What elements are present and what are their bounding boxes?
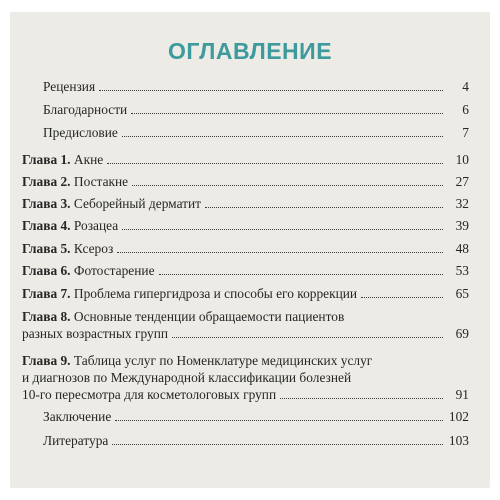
- dot-leader: [132, 185, 443, 186]
- chapter-number: Глава 5.: [22, 241, 71, 256]
- dot-leader: [172, 337, 443, 338]
- dot-leader: [122, 229, 443, 230]
- entry-title: Акне: [73, 152, 104, 167]
- dot-leader: [205, 207, 443, 208]
- chapter-number: Глава 2.: [22, 174, 71, 189]
- dot-leader: [112, 444, 443, 445]
- page-number: 53: [455, 263, 469, 278]
- entry-title: Таблица услуг по Номенклатуре медицинских услуг: [73, 353, 373, 368]
- book-page: [10, 12, 490, 488]
- page-number: 10: [455, 152, 469, 167]
- page-number: 91: [455, 387, 469, 402]
- toc-entry: [22, 173, 469, 190]
- entry-title: Фотостарение: [73, 263, 155, 278]
- dot-leader: [159, 274, 443, 275]
- page-number: 4: [462, 79, 469, 94]
- chapter-number: Глава 9.: [22, 353, 71, 368]
- toc-list: [10, 12, 490, 488]
- entry-title-continued: и диагнозов по Международной классификации болезней: [22, 370, 352, 385]
- entry-title: Ксероз: [73, 241, 114, 256]
- toc-entry: [43, 408, 469, 425]
- toc-entry: [22, 240, 469, 257]
- toc-entry: [43, 124, 469, 141]
- chapter-number: Глава 1.: [22, 152, 71, 167]
- toc-entry: [22, 151, 469, 168]
- entry-title: Предисловие: [43, 125, 118, 140]
- page-number: 102: [448, 409, 469, 424]
- page-number: 103: [448, 433, 469, 448]
- page-number: 65: [455, 286, 469, 301]
- toc-entry: [22, 195, 469, 212]
- entry-title: Благодарности: [43, 102, 128, 117]
- dot-leader: [361, 297, 443, 298]
- page-number: 39: [455, 218, 469, 233]
- page-number: 32: [455, 196, 469, 211]
- entry-title: Рецензия: [43, 79, 96, 94]
- entry-title: Литература: [43, 433, 109, 448]
- entry-title: Основные тенденции обращаемости пациентов: [73, 309, 345, 324]
- dot-leader: [122, 136, 443, 137]
- dot-leader: [131, 113, 443, 114]
- entry-title: Проблема гипергидроза и способы его коррекции: [73, 286, 358, 301]
- entry-title-continued: разных возрастных групп: [22, 326, 169, 341]
- dot-leader: [117, 252, 443, 253]
- dot-leader: [99, 90, 443, 91]
- dot-leader: [280, 398, 443, 399]
- page-number: 7: [462, 125, 469, 140]
- toc-entry: [22, 262, 469, 279]
- toc-title: ОГЛАВЛЕНИЕ: [167, 38, 333, 64]
- dot-leader: [115, 420, 443, 421]
- toc-entry: [22, 217, 469, 234]
- chapter-number: Глава 3.: [22, 196, 71, 211]
- toc-entry: [43, 78, 469, 95]
- toc-entry: [22, 352, 469, 403]
- entry-title: Заключение: [43, 409, 112, 424]
- toc-entry: [43, 101, 469, 118]
- toc-entry: [22, 308, 469, 342]
- entry-title: Розацеа: [73, 218, 119, 233]
- page-number: 69: [455, 326, 469, 341]
- entry-title: Себорейный дерматит: [73, 196, 202, 211]
- chapter-number: Глава 4.: [22, 218, 71, 233]
- chapter-number: Глава 8.: [22, 309, 71, 324]
- dot-leader: [107, 163, 443, 164]
- entry-title: Постакне: [73, 174, 129, 189]
- page-number: 48: [455, 241, 469, 256]
- chapter-number: Глава 7.: [22, 286, 71, 301]
- toc-entry: [43, 432, 469, 449]
- toc-entry: [22, 285, 469, 302]
- page-number: 6: [462, 102, 469, 117]
- chapter-number: Глава 6.: [22, 263, 71, 278]
- entry-title-continued: 10-го пересмотра для косметологовых групп: [22, 387, 277, 402]
- page-number: 27: [455, 174, 469, 189]
